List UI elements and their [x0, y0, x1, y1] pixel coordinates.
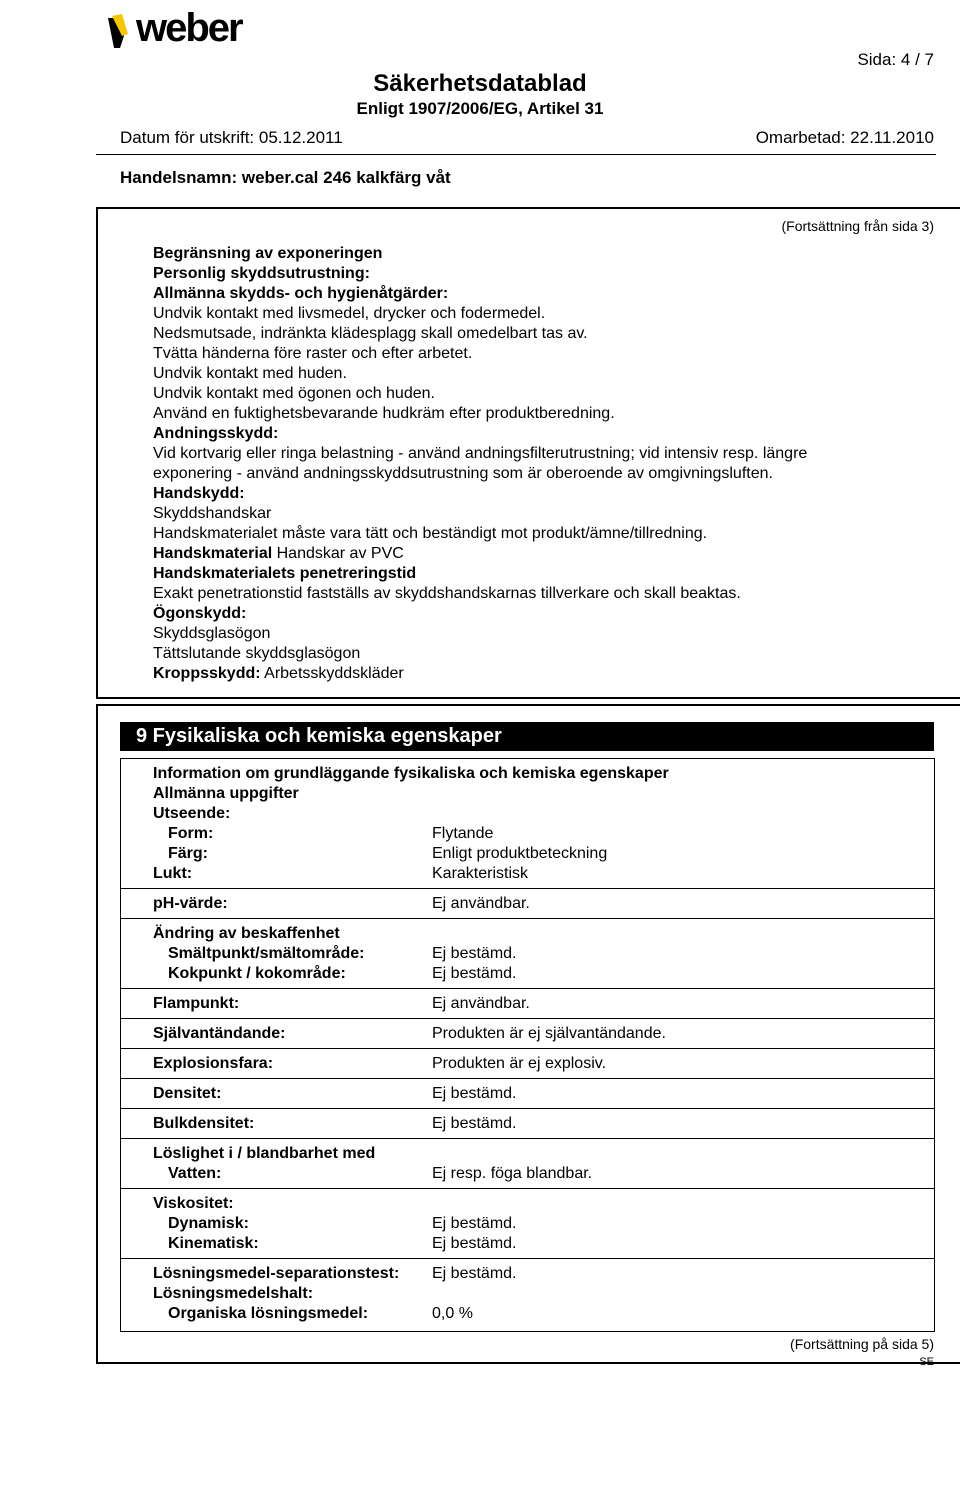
s8-body-protection-label: Kroppsskydd:: [153, 665, 261, 682]
s9-divider: [120, 1138, 935, 1139]
s9-color-label: Färg:: [168, 845, 208, 862]
s9-bulk-label: Bulkdensitet:: [153, 1115, 255, 1132]
continued-from-note: (Fortsättning från sida 3): [781, 218, 934, 234]
s9-selfign-value: Produkten är ej självantändande.: [432, 1025, 666, 1042]
revised-date: Omarbetad: 22.11.2010: [755, 128, 934, 147]
s8-text-line: Skyddsglasögon: [153, 625, 271, 642]
s9-flash-value: Ej användbar.: [432, 995, 530, 1012]
s8-body-protection: [153, 665, 404, 683]
s8-respiratory-heading: Andningsskydd:: [153, 425, 279, 442]
trade-name: Handelsnamn: weber.cal 246 kalkfärg våt: [120, 168, 451, 187]
document-subtitle: Enligt 1907/2006/EG, Artikel 31: [356, 99, 604, 118]
s9-water-label: Vatten:: [168, 1165, 222, 1182]
s9-viscosity-heading: Viskositet:: [153, 1195, 234, 1212]
weber-logo-mark-icon: [108, 14, 138, 48]
s9-ph-label: pH-värde:: [153, 895, 228, 912]
s9-water-value: Ej resp. föga blandbar.: [432, 1165, 593, 1182]
s9-kinematic-value: Ej bestämd.: [432, 1235, 517, 1252]
s9-divider: [120, 1018, 935, 1019]
s9-divider: [120, 1188, 935, 1189]
section9-heading: 9 Fysikaliska och kemiska egenskaper: [120, 722, 934, 751]
s8-penetration-heading: Handskmaterialets penetreringstid: [153, 565, 417, 582]
s9-form-value: Flytande: [432, 825, 494, 842]
document-title: Säkerhetsdatablad: [373, 70, 587, 97]
s9-boiling-value: Ej bestämd.: [432, 965, 517, 982]
s9-organic-label: Organiska lösningsmedel:: [168, 1305, 369, 1322]
continued-to-note: (Fortsättning på sida 5): [790, 1336, 934, 1352]
s9-explosion-label: Explosionsfara:: [153, 1055, 274, 1072]
s8-ppe: Personlig skyddsutrustning:: [153, 265, 370, 282]
s9-divider: [120, 888, 935, 889]
s9-melting-label: Smältpunkt/smältområde:: [168, 945, 365, 962]
weber-logo: [108, 6, 258, 52]
s9-boiling-label: Kokpunkt / kokområde:: [168, 965, 346, 982]
s9-divider: [120, 1078, 935, 1079]
s9-bulk-value: Ej bestämd.: [432, 1115, 517, 1132]
language-code: SE: [919, 1356, 934, 1368]
s9-divider: [120, 988, 935, 989]
s9-explosion-value: Produkten är ej explosiv.: [432, 1055, 607, 1072]
s9-melting-value: Ej bestämd.: [432, 945, 517, 962]
s8-text-line: exponering - använd andningsskyddsutrustning som är oberoende av omgivningsluften.: [153, 465, 773, 482]
s9-form-label: Form:: [168, 825, 214, 842]
s8-body-protection-value: Arbetsskyddskläder: [264, 665, 404, 682]
s8-text-line: Undvik kontakt med ögonen och huden.: [153, 385, 435, 402]
weber-logo-text: weber: [136, 6, 242, 50]
s8-general-measures: Allmänna skydds- och hygienåtgärder:: [153, 285, 449, 302]
s8-text-line: Vid kortvarig eller ringa belastning - använd andningsfilterutrustning; vid intensiv resp. längre: [153, 445, 808, 462]
s8-text-line: Undvik kontakt med livsmedel, drycker och fodermedel.: [153, 305, 546, 322]
s8-glove-material-value: Handskar av PVC: [276, 545, 404, 562]
s9-density-label: Densitet:: [153, 1085, 222, 1102]
s9-divider: [120, 1108, 935, 1109]
s9-dynamic-label: Dynamisk:: [168, 1215, 249, 1232]
s9-general-heading: Allmänna uppgifter: [153, 785, 299, 802]
s8-glove-material: [153, 545, 404, 563]
page-number: Sida: 4 / 7: [857, 50, 934, 69]
s8-text-line: Tättslutande skyddsglasögon: [153, 645, 361, 662]
s9-kinematic-label: Kinematisk:: [168, 1235, 259, 1252]
s9-organic-value: 0,0 %: [432, 1305, 473, 1322]
s8-text-line: Handskmaterialet måste vara tätt och beständigt mot produkt/ämne/tillredning.: [153, 525, 708, 542]
s8-text-line: Tvätta händerna före raster och efter arbetet.: [153, 345, 473, 362]
s8-hand-heading: Handskydd:: [153, 485, 245, 502]
s9-divider: [120, 1048, 935, 1049]
s9-info-heading: Information om grundläggande fysikaliska och kemiska egenskaper: [153, 765, 669, 782]
s9-solvent-heading: Lösningsmedelshalt:: [153, 1285, 314, 1302]
s9-odor-label: Lukt:: [153, 865, 193, 882]
s9-selfign-label: Självantändande:: [153, 1025, 286, 1042]
s9-dynamic-value: Ej bestämd.: [432, 1215, 517, 1232]
s9-color-value: Enligt produktbeteckning: [432, 845, 608, 862]
s8-text-line: Exakt penetrationstid fastställs av skyddshandskarnas tillverkare och skall beaktas.: [153, 585, 741, 602]
s9-density-value: Ej bestämd.: [432, 1085, 517, 1102]
s9-appearance-label: Utseende:: [153, 805, 231, 822]
s9-separation-value: Ej bestämd.: [432, 1265, 517, 1282]
header-divider: [96, 154, 936, 155]
s8-text-line: Undvik kontakt med huden.: [153, 365, 347, 382]
s9-flash-label: Flampunkt:: [153, 995, 240, 1012]
s9-solubility-heading: Löslighet i / blandbarhet med: [153, 1145, 376, 1162]
s8-text-line: Nedsmutsade, indränkta klädesplagg skall omedelbart tas av.: [153, 325, 588, 342]
s9-separation-label: Lösningsmedel-separationstest:: [153, 1265, 400, 1282]
s9-divider: [120, 1258, 935, 1259]
print-date: Datum för utskrift: 05.12.2011: [120, 128, 343, 147]
s8-exposure-limits: Begränsning av exponeringen: [153, 245, 383, 262]
s9-divider: [120, 918, 935, 919]
s8-eye-heading: Ögonskydd:: [153, 605, 247, 622]
s8-text-line: Använd en fuktighetsbevarande hudkräm efter produktberedning.: [153, 405, 615, 422]
s9-ph-value: Ej användbar.: [432, 895, 530, 912]
s9-state-change-heading: Ändring av beskaffenhet: [153, 925, 340, 942]
s8-glove-material-label: Handskmaterial: [153, 545, 273, 562]
s8-text-line: Skyddshandskar: [153, 505, 272, 522]
s9-odor-value: Karakteristisk: [432, 865, 529, 882]
